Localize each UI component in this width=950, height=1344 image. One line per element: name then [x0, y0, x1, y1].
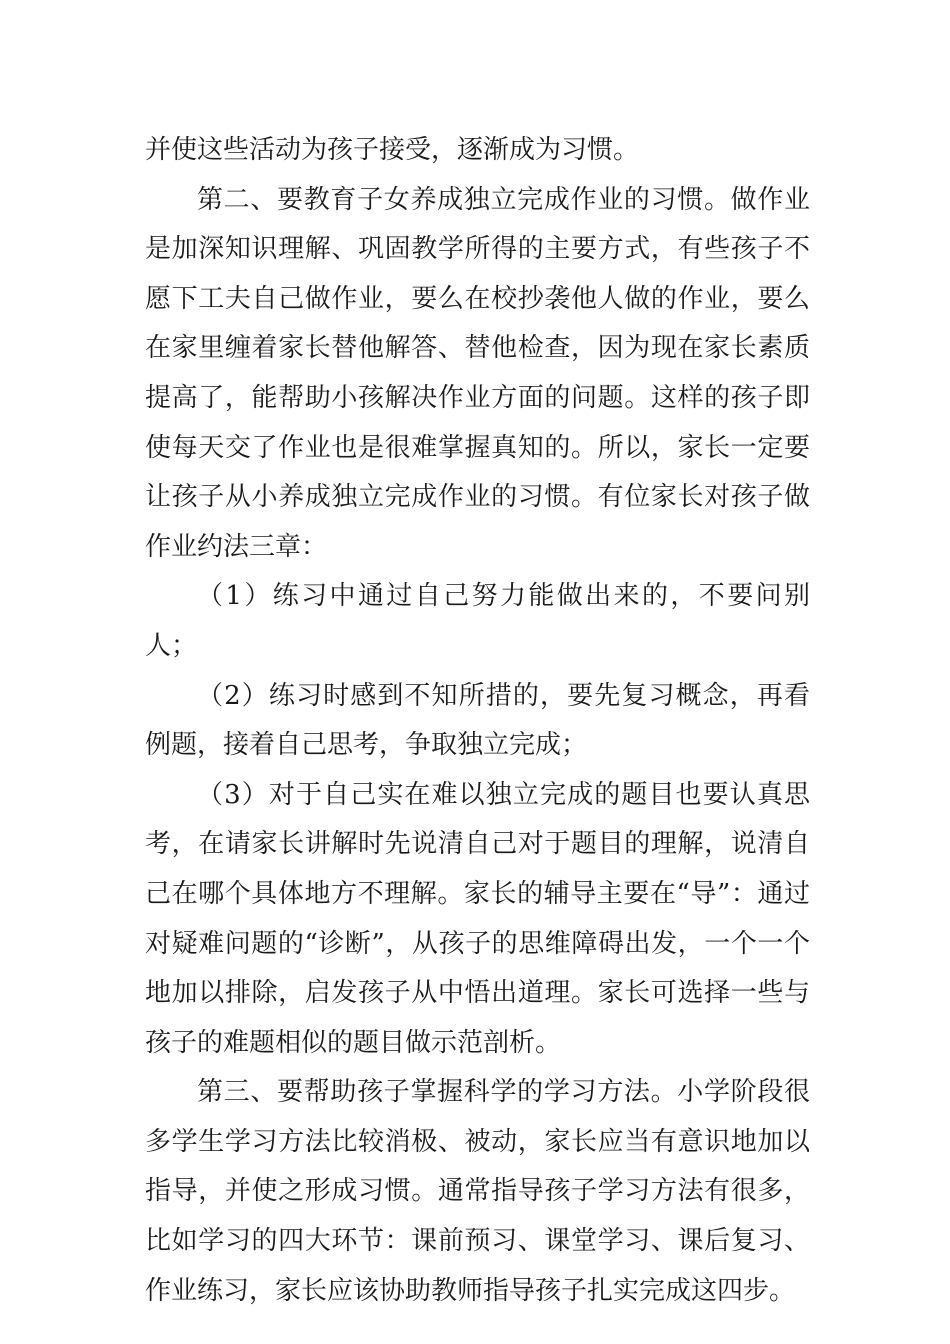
rule-item-3: （3）对于自己实在难以独立完成的题目也要认真思考，在请家长讲解时先说清自己对于题目的理解，说清自己在哪个具体地方不理解。家长的辅导主要在“导”：通过对疑难问题的“诊断”，从孩子的思维障碍出发，一个一个地加以排除，启发孩子从中悟出道理。家长可选择一些与孩子的难题相似的题目做示范剖析。: [145, 779, 810, 1058]
rule-item-1: （1）练习中通过自己努力能做出来的，不要问别人；: [145, 581, 810, 661]
paragraph-homework-habit: 第二、要教育子女养成独立完成作业的习惯。做作业是加深知识理解、巩固教学所得的主要方式，有些孩子不愿下工夫自己做作业，要么在校抄袭他人做的作业，要么在家里缠着家长替他解答、替他检查，因为现在家长素质提高了，能帮助小孩解决作业方面的问题。这样的孩子即使每天交了作业也是很难掌握真知的。所以，家长一定要让孩子从小养成独立完成作业的习惯。有位家长对孩子做作业约法三章：: [145, 184, 810, 562]
document-body: [145, 126, 810, 1316]
paragraph-study-methods: 第三、要帮助孩子掌握科学的学习方法。小学阶段很多学生学习方法比较消极、被动，家长应当有意识地加以指导，并使之形成习惯。通常指导孩子学习方法有很多，比如学习的四大环节：课前预习、课堂学习、课后复习、作业练习，家长应该协助教师指导孩子扎实完成这四步。: [145, 1077, 810, 1306]
rule-item-2: （2）练习时感到不知所措的，要先复习概念，再看例题，接着自己思考，争取独立完成；: [145, 680, 810, 761]
paragraph-continuation: 并使这些活动为孩子接受，逐渐成为习惯。: [145, 135, 640, 165]
